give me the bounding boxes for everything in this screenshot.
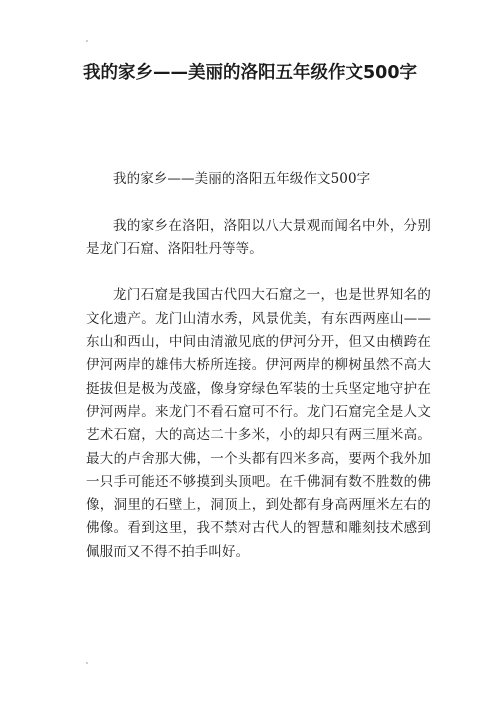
document-body bbox=[86, 168, 431, 587]
paragraph-longmen: 龙门石窟是我国古代四大石窟之一，也是世界知名的文化遗产。龙门山清水秀，风景优美，有东西两座山——东山和西山，中间由清澈见底的伊河分开，但又由横跨在伊河两岸的雄伟大桥所连接。伊河两岸的柳树虽然不高大挺拔但是极为茂盛，像身穿绿色军装的士兵坚定地守护在伊河两岸。来龙门不看石窟可不行。龙门石窟完全是人文艺术石窟，大的高达二十多米，小的却只有两三厘米高。最大的卢舍那大佛，一个头都有四米多高，要两个我外加一只手可能还不够摸到头顶吧。在千佛洞有数不胜数的佛像，洞里的石壁上，洞顶上，到处都有身高两厘米左右的佛像。看到这里，我不禁对古代人的智慧和雕刻技术感到佩服而又不得不拍手叫好。 bbox=[86, 287, 431, 560]
paragraph-heading: 我的家乡——美丽的洛阳五年级作文500字 bbox=[113, 171, 371, 187]
corner-mark bbox=[86, 40, 88, 42]
paragraph-intro: 我的家乡在洛阳，洛阳以八大景观而闻名中外，分别是龙门石窟、洛阳牡丹等等。 bbox=[86, 217, 431, 257]
corner-mark bbox=[86, 662, 88, 664]
document-title: 我的家乡——美丽的洛阳五年级作文500字 bbox=[82, 63, 418, 83]
